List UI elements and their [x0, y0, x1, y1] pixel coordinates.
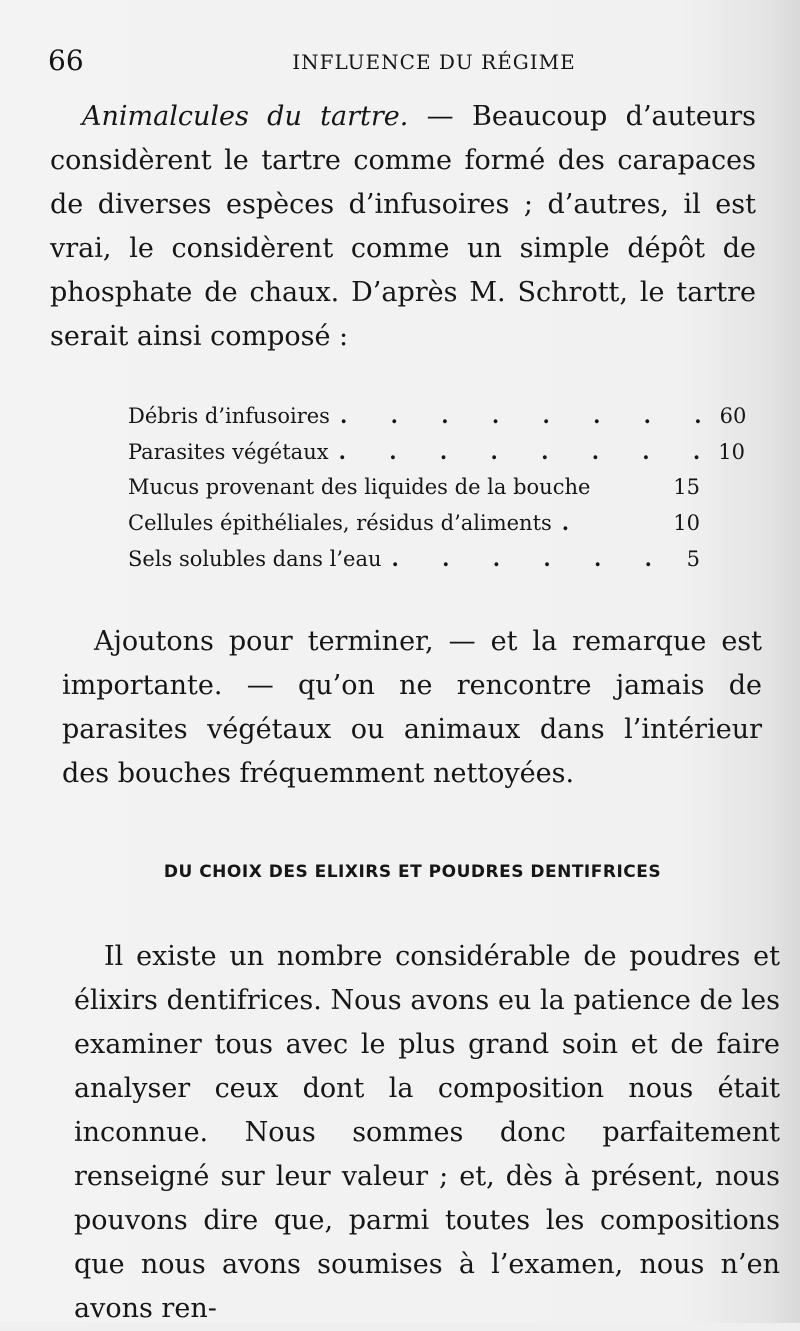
paragraph-animalcules	[50, 95, 756, 359]
ingredient-name: Débris d’infusoires	[128, 404, 330, 428]
list-item	[128, 541, 700, 577]
ingredient-value: 10	[673, 511, 700, 535]
dot-leader: .	[561, 510, 588, 535]
paragraph-lead-italic: Animalcules du tartre.	[82, 101, 409, 132]
dot-leader: . . . . . . . .	[339, 403, 720, 428]
ingredient-name: Cellules épithéliales, résidus d’aliments	[128, 511, 552, 535]
ingredient-value: 60	[719, 404, 747, 428]
dot-leader: . . . . . . . .	[338, 439, 719, 464]
paragraph-dentifrices: Il existe un nombre considérable de poudres et élixirs dentifrices. Nous avons eu la patience de les examiner tous avec le plus grand soin et de faire analyser ceux dont la composition nous était inconnue. Nous sommes donc parfaitement renseigné sur leur valeur ; et, dès à présent, nous pouvons dire que, parmi toutes les compositions que nous avons soumises à l’examen, nous n’en avons ren-	[74, 941, 780, 1324]
tartar-composition-list	[128, 398, 747, 577]
section-heading: DU CHOIX DES ELIXIRS ET POUDRES DENTIFRICES	[163, 862, 662, 882]
ingredient-name: Mucus provenant des liquides de la bouche	[128, 475, 591, 499]
ingredient-value: 5	[686, 547, 700, 571]
ingredient-value: 10	[718, 440, 745, 464]
page-header	[48, 44, 760, 80]
ingredient-name: Parasites végétaux	[128, 440, 329, 464]
list-item	[128, 434, 745, 470]
paragraph-conclusion: Ajoutons pour terminer, — et la remarque est importante. — qu’on ne rencontre jamais de parasites végétaux ou animaux dans l’intérieur des bouches fréquemment nettoyées.	[62, 626, 762, 789]
list-item	[128, 505, 700, 541]
running-head: INFLUENCE DU RÉGIME	[292, 50, 576, 74]
list-item	[128, 398, 747, 434]
ingredient-name: Sels solubles dans l’eau	[128, 547, 382, 571]
list-item	[128, 470, 700, 505]
dot-leader: . . . . . .	[391, 546, 670, 571]
paragraph-body: — Beaucoup d’auteurs considèrent le tartre comme formé des carapaces de diverses espèces d’infusoires ; d’autres, il est vrai, le considèrent comme un simple dépôt de phosphate de chaux. D’après M. Schrott, le tartre serait ainsi composé :	[50, 101, 757, 352]
ingredient-value: 15	[673, 475, 700, 499]
page-number: 66	[48, 44, 84, 77]
